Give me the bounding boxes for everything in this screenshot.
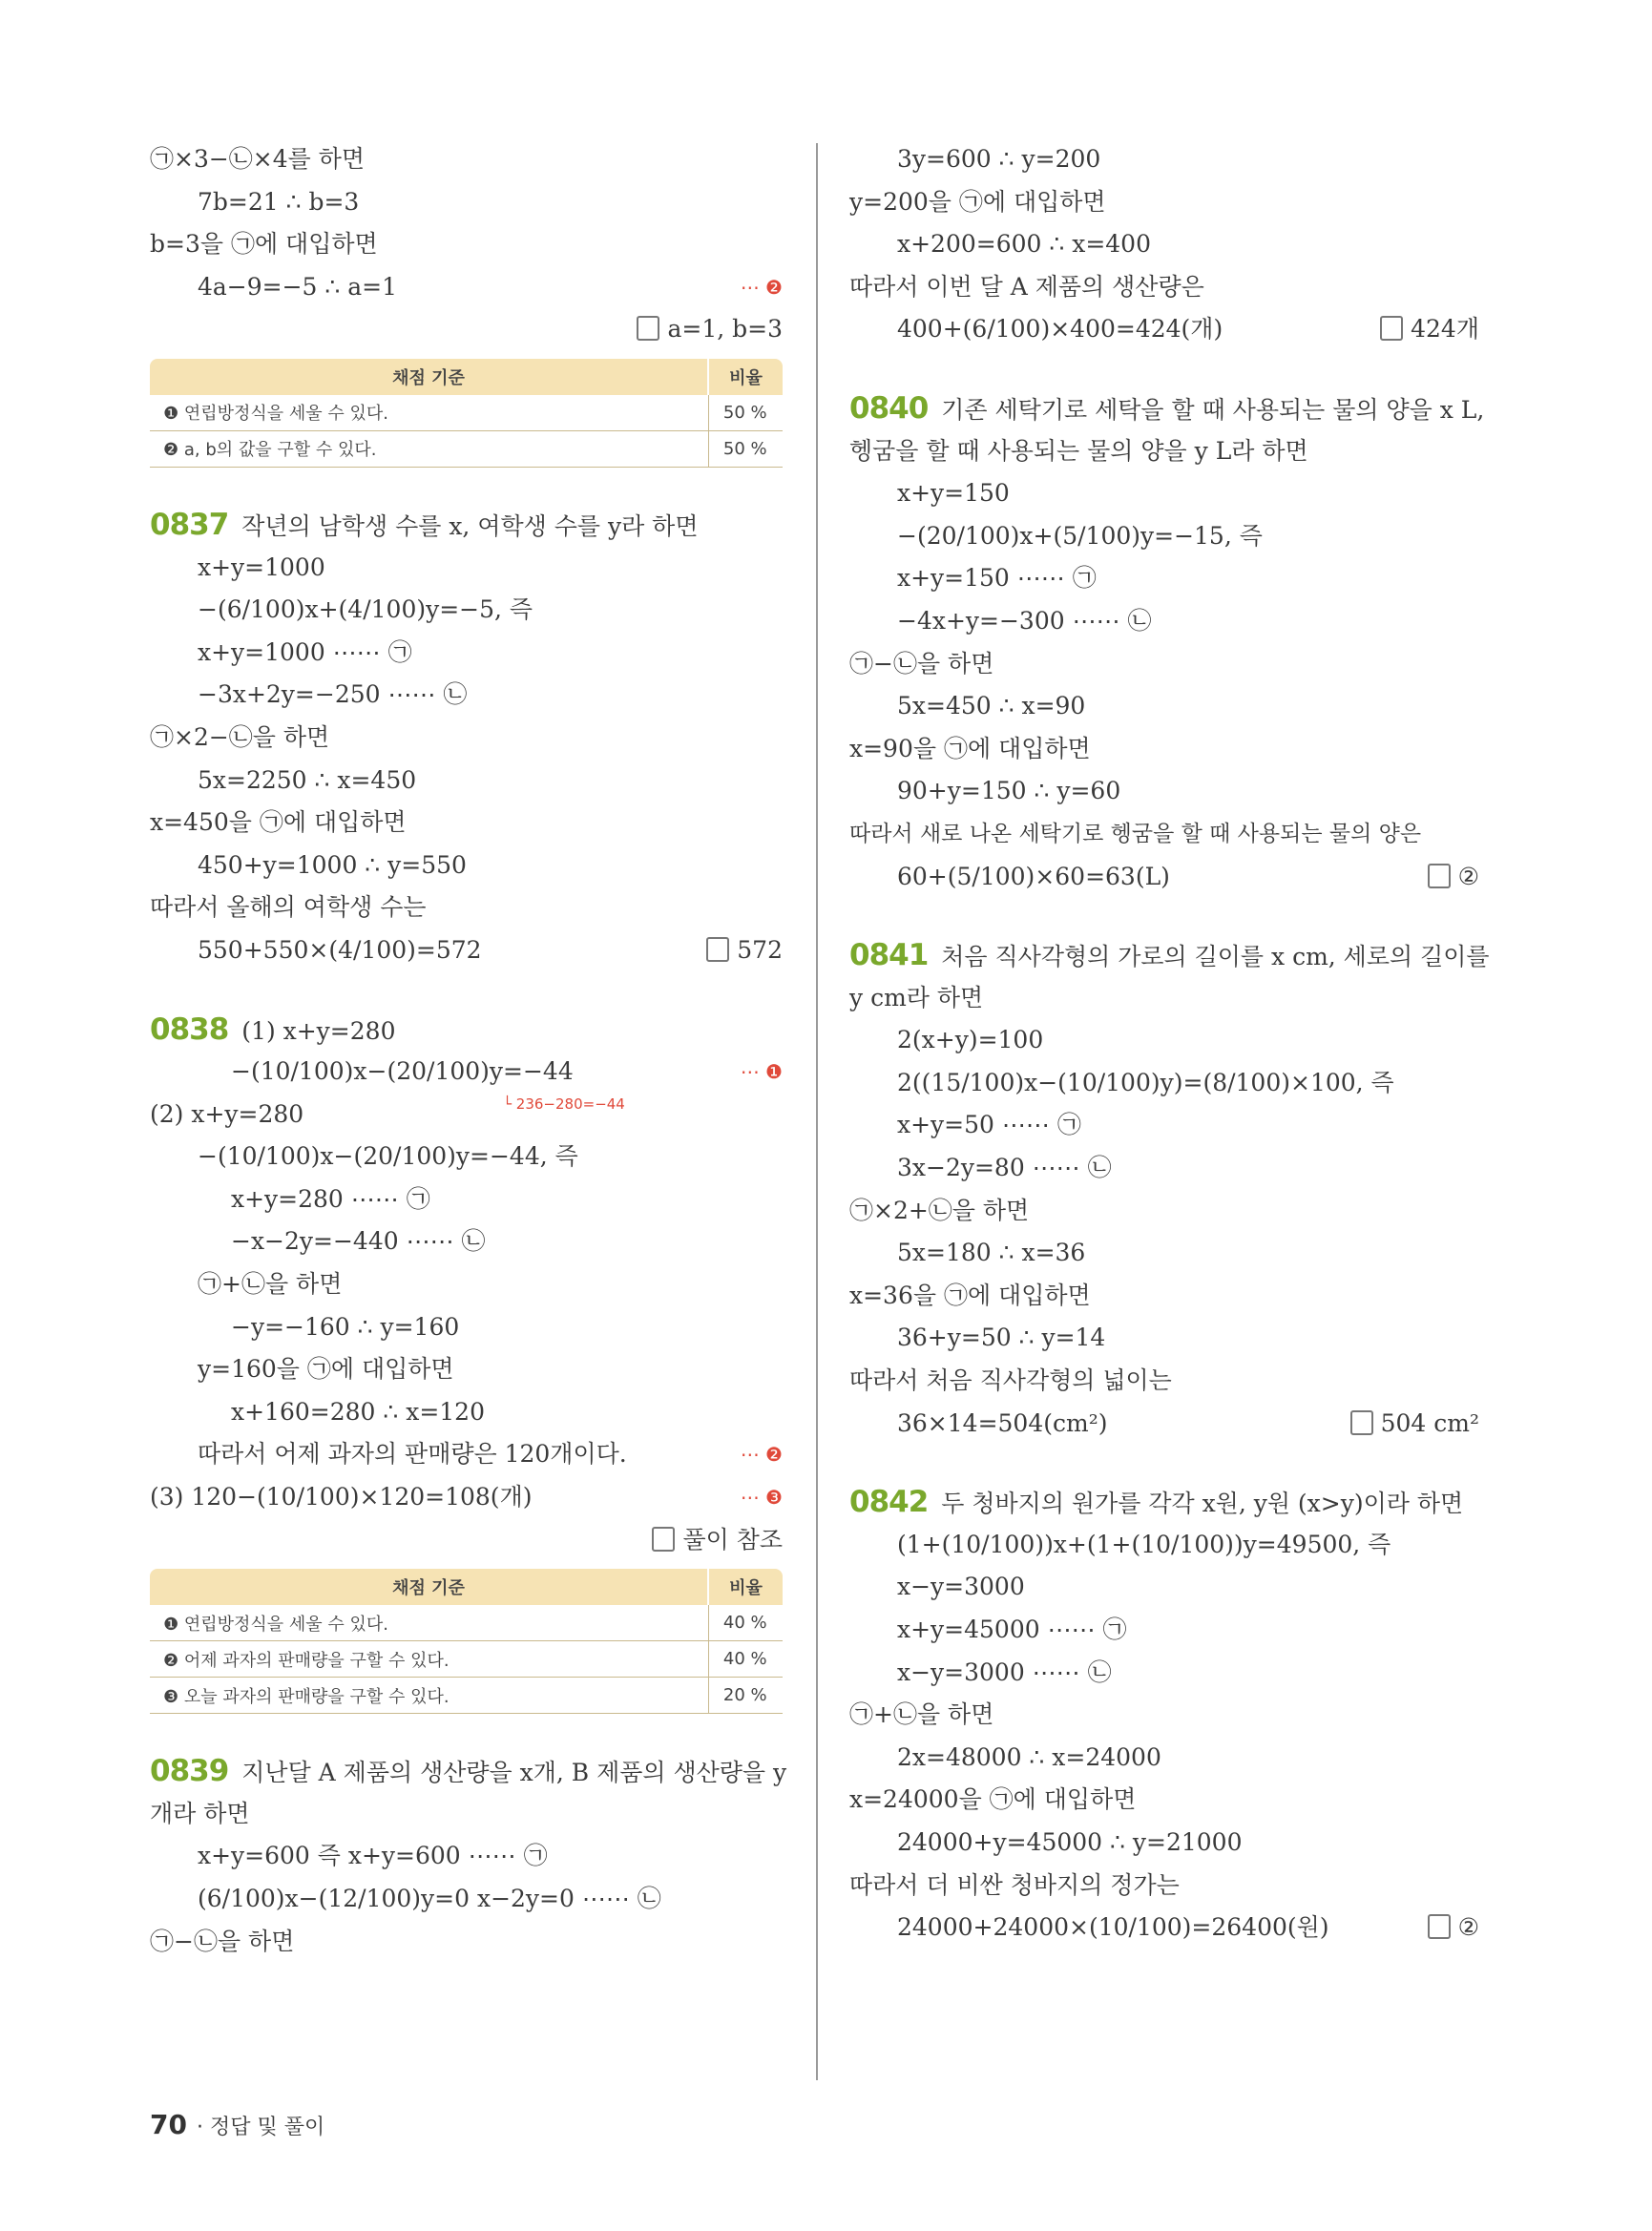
line: 5x=2250 ∴ x=450 <box>198 765 417 794</box>
line: x−y=3000 ⋯⋯ ㉡ <box>897 1658 1112 1686</box>
line: −(6/100)x+(4/100)y=−5, 즉 <box>198 595 533 624</box>
line: 2(x+y)=100 <box>897 1026 1044 1054</box>
line: ㉠×2−㉡을 하면 <box>150 722 330 751</box>
line: x+y=50 ⋯⋯ ㉠ <box>897 1111 1081 1139</box>
answer-icon <box>706 937 729 962</box>
answer-0837: 572 <box>737 935 783 964</box>
line: (2) x+y=280 <box>150 1099 304 1128</box>
scoring-table-2 <box>150 1569 783 1714</box>
answer-icon <box>1428 1914 1451 1939</box>
table-row: ❷ 어제 과자의 판매량을 구할 수 있다. 40 % <box>150 1641 783 1678</box>
line: 5x=180 ∴ x=36 <box>897 1239 1086 1267</box>
line: 따라서 새로 나온 세탁기로 헹굼을 할 때 사용되는 물의 양은 <box>849 821 1422 846</box>
line <box>150 1433 783 1476</box>
answer-icon <box>1350 1410 1373 1435</box>
table-header: 비율 <box>708 1569 783 1605</box>
equation: 400+(6/100)×400=424(개) <box>897 315 1223 344</box>
table-row: ❸ 오늘 과자의 판매량을 구할 수 있다. 20 % <box>150 1678 783 1714</box>
line: 따라서 처음 직사각형의 넓이는 <box>849 1366 1172 1395</box>
line: ㉠×2+㉡을 하면 <box>849 1196 1030 1224</box>
problem-number: 0840 <box>849 390 929 426</box>
line <box>150 929 783 972</box>
answer-line <box>150 308 783 351</box>
problem-text: 기존 세탁기로 세탁을 할 때 사용되는 물의 양을 x L, <box>941 395 1485 424</box>
table-header: 비율 <box>708 359 783 395</box>
line: 2((15/100)x−(10/100)y)=(8/100)×100, 즉 <box>897 1068 1394 1096</box>
problem-header <box>150 1750 787 1793</box>
line: x+y=600 즉 x+y=600 ⋯⋯ ㉠ <box>198 1842 548 1870</box>
line <box>849 308 1479 351</box>
problem-header <box>150 1009 783 1052</box>
problem-header <box>849 387 1485 430</box>
problem-text: 두 청바지의 원가를 각각 x원, y원 (x>y)이라 하면 <box>941 1490 1464 1518</box>
line: 36+y=50 ∴ y=14 <box>897 1324 1106 1352</box>
line: ㉠+㉡을 하면 <box>198 1270 343 1299</box>
problem-header <box>150 504 783 547</box>
column-divider <box>816 143 818 2080</box>
line <box>150 266 783 309</box>
answer-icon <box>1380 316 1403 341</box>
answer-0841: 504 cm² <box>1380 1408 1479 1437</box>
line: x+y=1000 ⋯⋯ ㉠ <box>198 637 412 666</box>
line: y=160을 ㉠에 대입하면 <box>198 1355 454 1384</box>
problem-text: 작년의 남학생 수를 x, 여학생 수를 y라 하면 <box>241 511 699 540</box>
problem-header <box>849 934 1490 977</box>
line: 따라서 올해의 여학생 수는 <box>150 893 427 922</box>
line: −4x+y=−300 ⋯⋯ ㉡ <box>897 606 1152 635</box>
scoring-table-1 <box>150 359 783 468</box>
left-column <box>150 138 787 1963</box>
line: ㉠−㉡을 하면 <box>150 1927 295 1955</box>
answer-0839: 424개 <box>1411 315 1479 344</box>
table-header: 채점 기준 <box>150 359 708 395</box>
equation: 60+(5/100)×60=63(L) <box>897 862 1170 890</box>
line: 따라서 더 비싼 청바지의 정가는 <box>849 1870 1180 1899</box>
answer-icon <box>1428 864 1451 888</box>
step-marker: ⋯ ❸ <box>740 1486 783 1510</box>
line: ㉠+㉡을 하면 <box>849 1700 994 1729</box>
line: 450+y=1000 ∴ y=550 <box>198 850 467 879</box>
problem-text: 처음 직사각형의 가로의 길이를 x cm, 세로의 길이를 <box>941 943 1490 971</box>
line: b=3을 ㉠에 대입하면 <box>150 230 378 259</box>
line: 헹굼을 할 때 사용되는 물의 양을 y L라 하면 <box>849 436 1308 465</box>
line: 3x−2y=80 ⋯⋯ ㉡ <box>897 1154 1112 1182</box>
line <box>849 1907 1479 1950</box>
line: x+y=1000 <box>198 553 325 581</box>
line: 24000+y=45000 ∴ y=21000 <box>897 1827 1243 1856</box>
problem-number: 0839 <box>150 1754 229 1789</box>
problem-number: 0838 <box>150 1011 229 1047</box>
line: (6/100)x−(12/100)y=0 x−2y=0 ⋯⋯ ㉡ <box>198 1885 661 1912</box>
answer-0840: ② <box>1457 862 1479 890</box>
table-header: 채점 기준 <box>150 1569 708 1605</box>
line: x=450을 ㉠에 대입하면 <box>150 808 407 837</box>
equation: 4a−9=−5 ∴ a=1 <box>198 272 398 301</box>
answer-line <box>150 1519 783 1562</box>
line: y cm라 하면 <box>849 983 984 1011</box>
answer-0838: 풀이 참조 <box>682 1525 783 1553</box>
annotation-note: └ 236−280=−44 <box>503 1095 625 1114</box>
equation: −(10/100)x−(20/100)y=−44 <box>231 1057 574 1086</box>
step-marker: ⋯ ❷ <box>740 1443 783 1467</box>
equation: 36×14=504(cm²) <box>897 1408 1108 1437</box>
step-marker: ⋯ ❶ <box>740 1060 783 1084</box>
table-row: ❶ 연립방정식을 세울 수 있다. 50 % <box>150 395 783 431</box>
line: −(20/100)x+(5/100)y=−15, 즉 <box>897 521 1263 550</box>
footer-label: · 정답 및 풀이 <box>196 2116 325 2139</box>
line: ㉠−㉡을 하면 <box>849 649 994 678</box>
right-column <box>849 138 1490 1950</box>
line: x+160=280 ∴ x=120 <box>231 1397 485 1426</box>
step-marker: ⋯ ❷ <box>740 275 783 299</box>
line: −3x+2y=−250 ⋯⋯ ㉡ <box>198 680 468 709</box>
line <box>150 1476 783 1519</box>
line: y=200을 ㉠에 대입하면 <box>849 187 1106 216</box>
line: x+y=45000 ⋯⋯ ㉠ <box>897 1616 1127 1643</box>
line: 5x=450 ∴ x=90 <box>897 692 1086 720</box>
equation: (1) x+y=280 <box>241 1016 396 1045</box>
line: 3y=600 ∴ y=200 <box>897 145 1101 173</box>
problem-number: 0837 <box>150 507 229 542</box>
line: x=24000을 ㉠에 대입하면 <box>849 1785 1137 1814</box>
page-number: 70 <box>150 2109 187 2140</box>
line <box>849 1403 1479 1446</box>
line: x−y=3000 <box>897 1573 1025 1601</box>
page-footer <box>150 2109 324 2140</box>
line: 7b=21 ∴ b=3 <box>198 187 360 216</box>
table-row: ❶ 연립방정식을 세울 수 있다. 40 % <box>150 1605 783 1641</box>
answer-0836: a=1, b=3 <box>667 315 783 344</box>
line: x+y=280 ⋯⋯ ㉠ <box>231 1184 430 1213</box>
line: x+200=600 ∴ x=400 <box>897 230 1151 259</box>
line: ㉠×3−㉡×4를 하면 <box>150 145 366 173</box>
problem-number: 0842 <box>849 1485 929 1520</box>
answer-icon <box>652 1527 675 1552</box>
line <box>849 856 1479 899</box>
equation: 24000+24000×(10/100)=26400(원) <box>897 1913 1329 1942</box>
line: −(10/100)x−(20/100)y=−44, 즉 <box>198 1142 578 1171</box>
line: 90+y=150 ∴ y=60 <box>897 777 1121 805</box>
line: x+y=150 <box>897 479 1010 508</box>
answer-0842: ② <box>1457 1913 1479 1942</box>
line: 개라 하면 <box>150 1799 250 1827</box>
sentence: 따라서 어제 과자의 판매량은 120개이다. <box>198 1440 627 1469</box>
equation: 550+550×(4/100)=572 <box>198 935 482 964</box>
line: −x−2y=−440 ⋯⋯ ㉡ <box>231 1227 486 1256</box>
line: x+y=150 ⋯⋯ ㉠ <box>897 564 1097 593</box>
equation: (3) 120−(10/100)×120=108(개) <box>150 1483 533 1512</box>
line: x=36을 ㉠에 대입하면 <box>849 1281 1091 1309</box>
line: 따라서 이번 달 A 제품의 생산량은 <box>849 272 1204 301</box>
line: (1+(10/100))x+(1+(10/100))y=49500, 즉 <box>897 1530 1391 1558</box>
problem-number: 0841 <box>849 938 929 973</box>
problem-text: 지난달 A 제품의 생산량을 x개, B 제품의 생산량을 y <box>241 1759 787 1787</box>
line: −y=−160 ∴ y=160 <box>231 1312 460 1341</box>
answer-icon <box>637 316 659 341</box>
problem-header <box>849 1481 1479 1524</box>
table-row: ❷ a, b의 값을 구할 수 있다. 50 % <box>150 430 783 467</box>
line: 2x=48000 ∴ x=24000 <box>897 1742 1161 1771</box>
line: x=90을 ㉠에 대입하면 <box>849 734 1091 762</box>
